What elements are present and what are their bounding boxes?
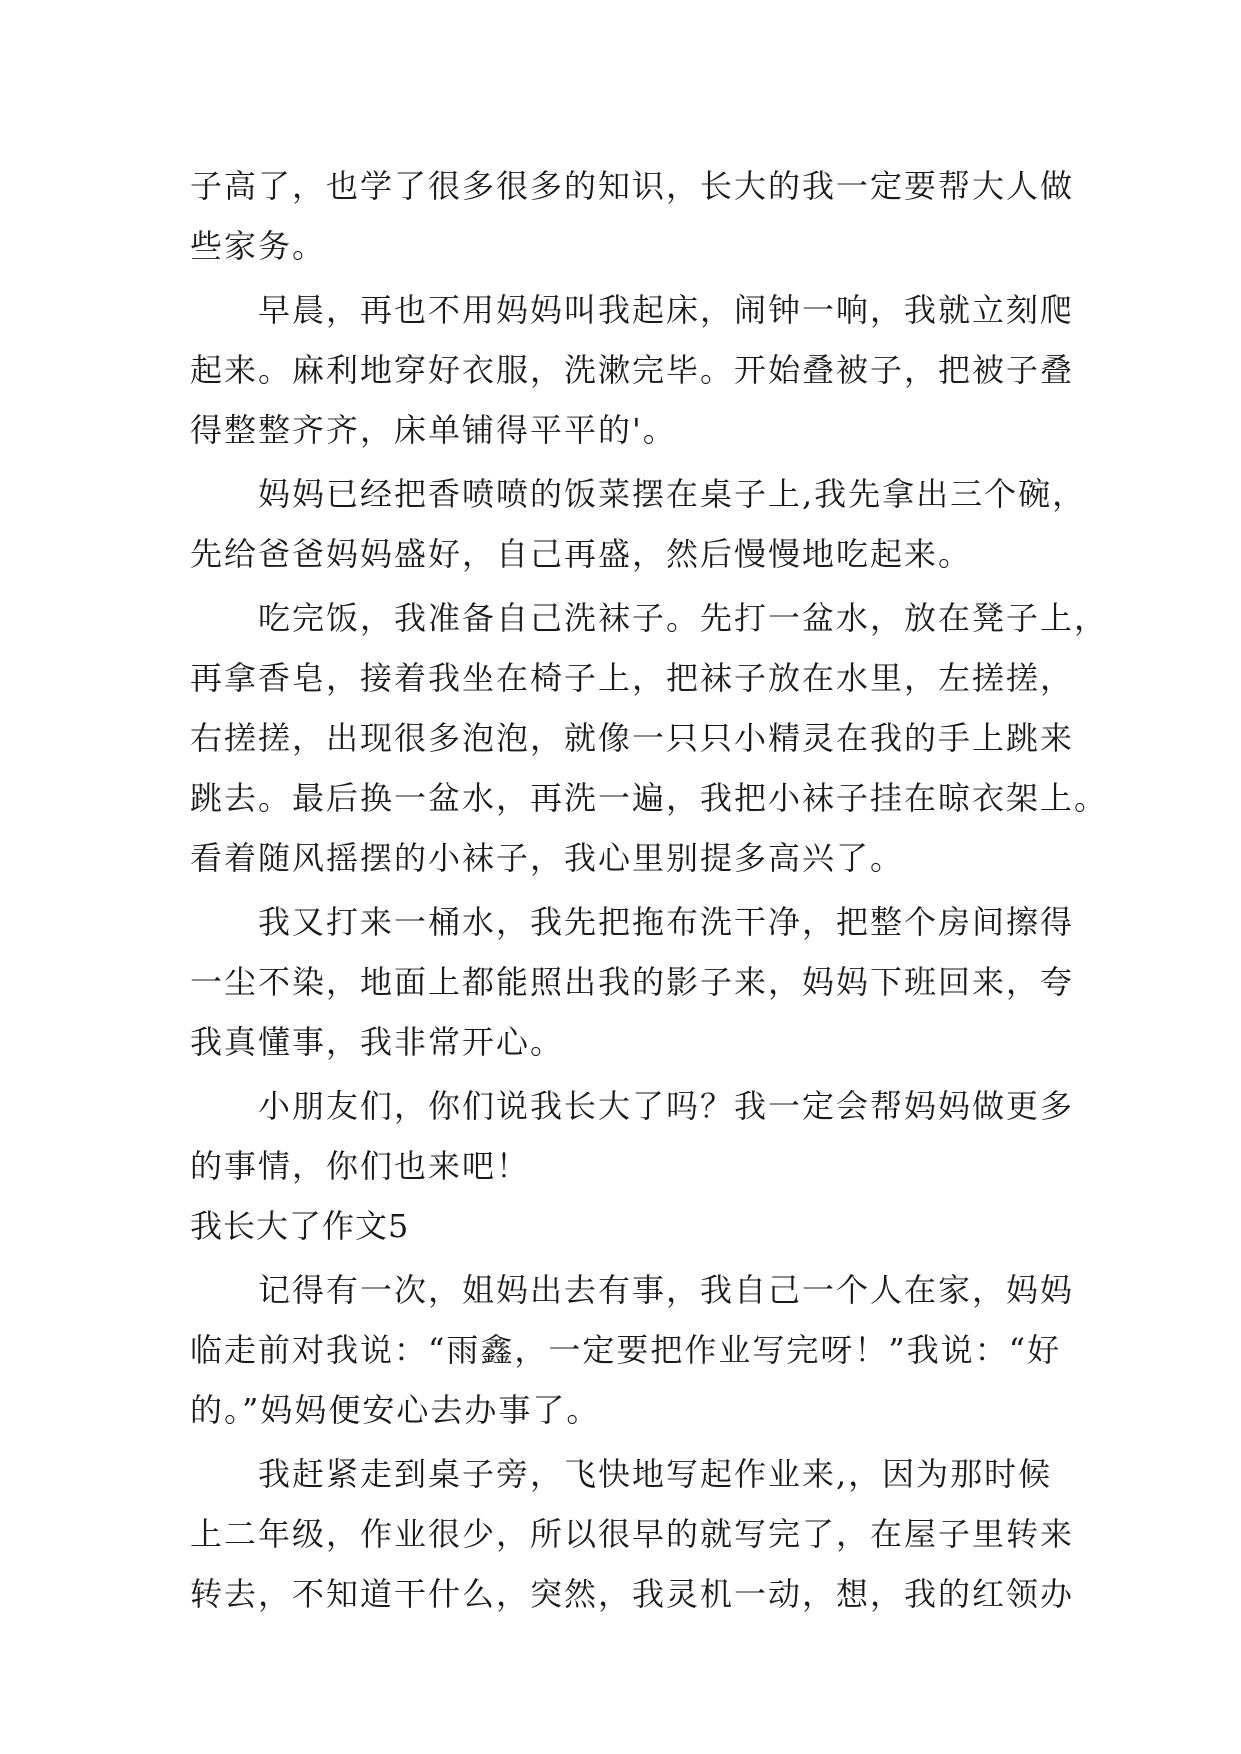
text-line: 上二年级，作业很少，所以很早的就写完了，在屋子里转来 bbox=[190, 1515, 1075, 1553]
text-line: 转去，不知道干什么，突然，我灵机一动，想，我的红领办 bbox=[190, 1575, 1075, 1613]
paragraph-start-line: 记得有一次，姐妈出去有事，我自己一个人在家，妈妈 bbox=[258, 1271, 1075, 1309]
paragraph-start-line: 吃完饭，我准备自己洗袜子。先打一盆水，放在凳子上， bbox=[258, 599, 1109, 637]
paragraph-start-line: 妈妈已经把香喷喷的饭菜摆在桌子上,我先拿出三个碗， bbox=[258, 475, 1087, 513]
text-line: 的事情，你们也来吧！ bbox=[190, 1147, 531, 1185]
text-line: 些家务。 bbox=[190, 227, 327, 265]
text-line: 先给爸爸妈妈盛好，自己再盛，然后慢慢地吃起来。 bbox=[190, 535, 973, 573]
text-line: 再拿香皂，接着我坐在椅子上，把袜子放在水里，左搓搓， bbox=[190, 659, 1075, 697]
text-line: 跳去。最后换一盆水，再洗一遍，我把小袜子挂在晾衣架上。 bbox=[190, 779, 1109, 817]
text-line: 看着随风摇摆的小袜子，我心里别提多高兴了。 bbox=[190, 839, 905, 877]
paragraph-start-line: 我赶紧走到桌子旁，飞快地写起作业来,，因为那时候 bbox=[258, 1455, 1053, 1493]
paragraph-start-line: 小朋友们，你们说我长大了吗？我一定会帮妈妈做更多 bbox=[258, 1087, 1075, 1125]
text-line: 一尘不染，地面上都能照出我的影子来，妈妈下班回来，夸 bbox=[190, 963, 1075, 1001]
text-line: 我真懂事，我非常开心。 bbox=[190, 1023, 565, 1061]
text-line: 的。”妈妈便安心去办事了。 bbox=[190, 1391, 601, 1429]
text-line: 子高了，也学了很多很多的知识，长大的我一定要帮大人做 bbox=[190, 167, 1075, 205]
section-heading: 我长大了作文5 bbox=[190, 1207, 410, 1245]
paragraph-start-line: 我又打来一桶水，我先把拖布洗干净，把整个房间擦得 bbox=[258, 903, 1075, 941]
paragraph-start-line: 早晨，再也不用妈妈叫我起床，闹钟一响，我就立刻爬 bbox=[258, 291, 1075, 329]
text-line: 右搓搓，出现很多泡泡，就像一只只小精灵在我的手上跳来 bbox=[190, 719, 1075, 757]
text-line: 临走前对我说：“雨鑫，一定要把作业写完呀！”我说：“好 bbox=[190, 1331, 1062, 1369]
text-line: 起来。麻利地穿好衣服，洗漱完毕。开始叠被子，把被子叠 bbox=[190, 351, 1075, 389]
text-line: 得整整齐齐，床单铺得平平的'。 bbox=[190, 411, 677, 449]
